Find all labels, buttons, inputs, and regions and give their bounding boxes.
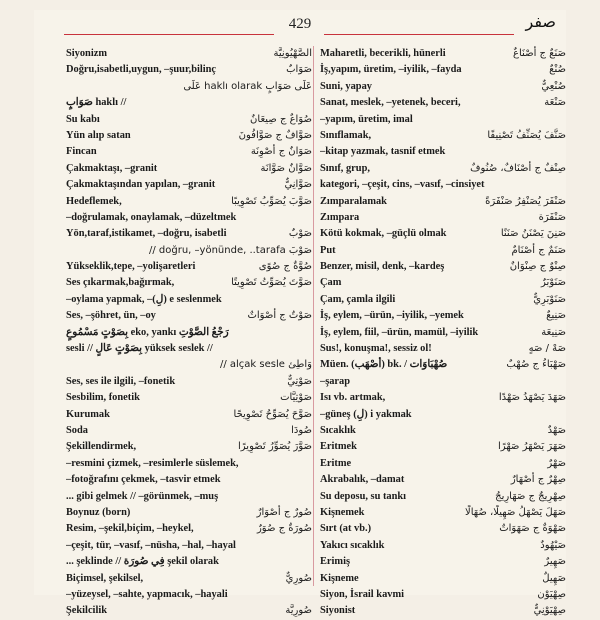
arabic-headword: صَوَابٌ [286, 64, 312, 76]
turkish-definition: Su deposu, su tankı [320, 490, 407, 502]
turkish-definition: Isı vb. artmak, [320, 392, 386, 404]
arabic-headword: صَوْتٌ ج أَصْوَاتٌ [247, 310, 312, 322]
dictionary-entry [66, 210, 312, 226]
turkish-definition: –resmini çizmek, –resimlerle süslemek, [66, 457, 239, 469]
arabic-headword: صُورَةٌ ج صُوَرٌ [256, 523, 312, 535]
dictionary-entry [66, 243, 312, 259]
dictionary-entry [66, 46, 312, 62]
arabic-headword: صُوَاعٌ ج صِيعَانٌ [250, 113, 312, 125]
dictionary-entry [320, 489, 566, 505]
turkish-definition: Kötü kokmak, –güçlü olmak [320, 228, 447, 240]
dictionary-entry [66, 79, 312, 95]
arabic-headword: صَهْبَاءُ ج صُهْبٌ [506, 359, 566, 371]
dictionary-entry [320, 456, 566, 472]
turkish-definition: Şekillendirmek, [66, 441, 137, 453]
turkish-definition: sesli // بِصَوْتٍ عَالٍ yüksek seslek // [66, 343, 213, 355]
dictionary-entry [66, 292, 312, 308]
arabic-headword: صَهَلَ يَصْهَلُ صَهِيلًا، صُهَالًا [464, 506, 566, 518]
arabic-headword: صِهْيَوْن [537, 588, 566, 600]
page-number: 429 [288, 16, 312, 32]
dictionary-entry [66, 538, 312, 554]
dictionary-entry [66, 456, 312, 472]
dictionary-entry [320, 325, 566, 341]
dictionary-entry [320, 161, 566, 177]
turkish-definition: İş,yapım, üretim, –iyilik, –fayda [320, 64, 462, 76]
arabic-headword: الصَّهْيُونِيَّة [273, 48, 312, 59]
turkish-definition: Siyon, İsrail kavmi [320, 588, 405, 600]
dictionary-entry [320, 308, 566, 324]
dictionary-entry [320, 341, 566, 357]
arabic-headword: صَهِيلٌ [542, 572, 566, 584]
arabic-headword: صِنْفٌ ج أَصْنَافٌ، صُنُوفٌ [470, 162, 566, 174]
arabic-headword: صَنِيعٌ [546, 310, 566, 322]
arabic-headword: صَوْبَ doğru, –yönünde, ..tarafa // [149, 244, 312, 256]
dictionary-entry [66, 571, 312, 587]
turkish-definition: Sınıflamak, [320, 129, 372, 141]
turkish-definition: ... şeklinde // فِي صُورَة şekil olarak [66, 556, 219, 568]
dictionary-entry [66, 177, 312, 193]
turkish-definition: Fincan [66, 146, 97, 158]
turkish-definition: Doğru,isabetli,uygun, –şuur,bilinç [66, 64, 217, 76]
turkish-definition: –yapım, üretim, imal [320, 113, 413, 125]
turkish-definition: Ses çıkarmak,bağırmak, [66, 277, 175, 289]
dictionary-entry [66, 374, 312, 390]
dictionary-entry [66, 308, 312, 324]
dictionary-entry [320, 439, 566, 455]
arabic-headword: صَوَّتَ يُصَوِّتُ تَصْوِيتًا [231, 277, 312, 289]
dictionary-entry [66, 194, 312, 210]
turkish-definition: –oylama yapmak, –(لِ) e seslenmek [66, 293, 222, 305]
arabic-headword: صَوَّانٌ صَوَّانَة [260, 162, 312, 174]
turkish-definition: Şekilcilik [66, 605, 107, 617]
turkish-definition: Zımpara [320, 211, 360, 223]
dictionary-entry [320, 128, 566, 144]
turkish-definition: –güneş (لِ) i yakmak [320, 408, 412, 420]
left-column [66, 46, 312, 620]
turkish-definition: Çam [320, 277, 342, 289]
dictionary-entry [66, 423, 312, 439]
turkish-definition: Çakmaktaşı, –granit [66, 162, 158, 174]
dictionary-entry [66, 275, 312, 291]
turkish-definition: صَوَابٍ haklı // [66, 97, 127, 109]
dictionary-entry [66, 226, 312, 242]
dictionary-entry [320, 603, 566, 619]
turkish-definition: Benzer, misil, denk, –kardeş [320, 261, 445, 273]
dictionary-entry [66, 554, 312, 570]
arabic-headword: صَوَّافٌ ج صَوَّافُونَ [238, 129, 312, 141]
turkish-definition: Zımparalamak [320, 195, 387, 207]
dictionary-entry [66, 161, 312, 177]
turkish-definition: Siyonist [320, 605, 356, 617]
dictionary-entry [66, 407, 312, 423]
turkish-definition: –çeşit, tür, –vasıf, –nüsha, –hal, –hayal [66, 539, 236, 551]
dictionary-entry [320, 177, 566, 193]
dictionary-entry [66, 112, 312, 128]
arabic-headword: صَنْعَة [544, 97, 566, 109]
arabic-headword: صَوَّانِيٌّ [284, 179, 312, 191]
turkish-definition: Kurumak [66, 408, 110, 420]
arabic-headword: صَهِيرٌ [544, 556, 566, 568]
turkish-definition: بِصَوْتٍ مَسْمُوعٍ eko, yankı رَجْعُ الصَّوْتِ [66, 326, 229, 338]
turkish-definition: Çam, çamla ilgili [320, 293, 396, 305]
dictionary-entry [320, 194, 566, 210]
dictionary-entry [66, 489, 312, 505]
right-column [320, 46, 566, 620]
dictionary-entry [320, 112, 566, 128]
arabic-headword: صَهْدٌ [547, 424, 566, 436]
turkish-definition: Eritmek [320, 441, 357, 453]
turkish-definition: ... gibi gelmek // –görünmek, –muş [66, 490, 219, 502]
dictionary-entry [320, 292, 566, 308]
dictionary-entry [66, 128, 312, 144]
arabic-headword: صَنَّفَ يُصَنِّفُ تَصْنِيفًا [487, 129, 566, 141]
page-header [34, 10, 566, 42]
dictionary-entry [66, 357, 312, 373]
dictionary-entry [66, 62, 312, 78]
arabic-headword: صِنْوٌ ج صِنْوَانٌ [509, 261, 566, 273]
dictionary-entry [320, 521, 566, 537]
arabic-headword: صَهْرٌ [547, 457, 566, 469]
arabic-headword: صَهَدَ يَصْهَدُ صَهْدًا [498, 392, 566, 404]
arabic-headword: صَوَانٌ ج أَصْوِنَة [250, 146, 312, 158]
arabic-headword: صَوْتِيَّات [280, 392, 312, 404]
turkish-definition: Yün alıp satan [66, 129, 131, 141]
arabic-headword: صُورِيٌّ [285, 572, 312, 584]
dictionary-entry [66, 341, 312, 357]
turkish-definition: Kişnemek [320, 506, 365, 518]
dictionary-entry [320, 472, 566, 488]
turkish-definition: Suni, yapay [320, 80, 372, 92]
dictionary-entry [320, 423, 566, 439]
dictionary-entry [320, 390, 566, 406]
turkish-definition: Kişneme [320, 572, 359, 584]
dictionary-entry [320, 554, 566, 570]
dictionary-entry [66, 259, 312, 275]
dictionary-entry [66, 390, 312, 406]
dictionary-entry [66, 439, 312, 455]
turkish-definition: Sesbilim, fonetik [66, 392, 140, 404]
arabic-headword: صَنِنَ يَصْنَنُ صَنَنًا [500, 228, 566, 240]
turkish-definition: Sıcaklık [320, 424, 356, 436]
arabic-headword: صُوَّةٌ ج صُوًى [258, 261, 312, 273]
column-divider [313, 46, 314, 586]
dictionary-entry [320, 243, 566, 259]
dictionary-entry [66, 603, 312, 619]
arabic-headword: صِهْيَوْنِيٌّ [533, 605, 566, 617]
turkish-definition: Sırt (at vb.) [320, 523, 372, 535]
arabic-headword: صَهَرَ يَصْهَرُ صَهْرًا [498, 441, 566, 453]
turkish-definition: –doğrulamak, onaylamak, –düzeltmek [66, 211, 237, 223]
arabic-headword: صِهْرِيجٌ ج صَهَارِيجُ [495, 490, 566, 502]
turkish-definition: Maharetli, becerikli, hünerli [320, 48, 446, 59]
arabic-headword: صُنْعٌ [549, 64, 566, 76]
dictionary-entry [320, 210, 566, 226]
dictionary-entry [320, 62, 566, 78]
arabic-headword: عَلَى صَوَابٍ haklı olarak عَلَى [183, 80, 312, 92]
arabic-headword: صَنَعٌ ج أَصْنَاعٌ [513, 48, 566, 59]
arabic-headword: صَنَمٌ ج أَصْنَامٌ [511, 244, 566, 256]
arabic-headword: صَنِيعَة [541, 326, 566, 338]
arabic-headword: صَنَوْبَرٌ [541, 277, 566, 289]
dictionary-entry [320, 259, 566, 275]
turkish-definition: Akrabalık, –damat [320, 474, 405, 486]
turkish-definition: Çakmaktaşından yapılan, –granit [66, 179, 216, 191]
turkish-definition: Yön,taraf,istikamet, –doğru, isabetli [66, 228, 227, 240]
turkish-definition: Soda [66, 424, 88, 436]
turkish-definition: Hedeflemek, [66, 195, 122, 207]
turkish-definition: Sus!, konuşma!, sessiz ol! [320, 343, 432, 355]
turkish-definition: Sınıf, grup, [320, 162, 370, 174]
turkish-definition: –yüzeysel, –sahte, yapmacık, –hayali [66, 588, 228, 600]
turkish-definition: İş, eylem, fiil, –ürün, mamül, –iyilik [320, 326, 479, 338]
dictionary-entry [66, 144, 312, 160]
turkish-definition: Boynuz (born) [66, 506, 131, 518]
arabic-headword: صَنَوْبَرِيٌّ [533, 293, 566, 305]
turkish-definition: –kitap yazmak, tasnif etmek [320, 146, 446, 158]
turkish-definition: Put [320, 244, 336, 256]
turkish-definition: Yakıcı sıcaklık [320, 539, 385, 551]
turkish-definition: Siyonizm [66, 48, 107, 59]
arabic-headword: صَوَّرَ يُصَوِّرُ تَصْوِيرًا [238, 441, 312, 453]
turkish-definition: Su kabı [66, 113, 100, 125]
dictionary-entry [66, 505, 312, 521]
arabic-headword: صَنْفَرَة [538, 211, 566, 223]
arabic-headword: صُورِيَّة [285, 605, 312, 617]
arabic-headword: صِهْرٌ ج أَصْهَارٌ [510, 474, 566, 486]
arabic-headword: صُنْعِيٌّ [541, 80, 566, 92]
turkish-definition: –fotoğrafını çekmek, –tasvir etmek [66, 474, 221, 486]
dictionary-entry [320, 275, 566, 291]
turkish-definition: Resim, –şekil,biçim, –heykel, [66, 523, 194, 535]
turkish-definition: İş, eylem, –ürün, –iyilik, –yemek [320, 310, 464, 322]
dictionary-entry [320, 571, 566, 587]
dictionary-entry [320, 587, 566, 603]
turkish-definition: Ses, ses ile ilgili, –fonetik [66, 375, 176, 387]
arabic-headword: صُودَا [291, 424, 312, 436]
turkish-definition: Yükseklik,tepe, –yolişaretleri [66, 261, 196, 273]
arabic-headword: وَاطِئ alçak sesle // [219, 359, 312, 371]
dictionary-entry [320, 374, 566, 390]
dictionary-entry [66, 521, 312, 537]
dictionary-entry [320, 46, 566, 62]
arabic-headword: صَوْبٌ [288, 228, 312, 240]
header-rule-left [64, 34, 274, 35]
dictionary-entry [66, 325, 312, 341]
header-rule-right [324, 34, 514, 35]
arabic-headword: صَوَّبَ يُصَوِّبُ تَصْوِيبًا [231, 195, 312, 207]
dictionary-entry [320, 144, 566, 160]
turkish-definition: Erimiş [320, 556, 351, 568]
dictionary-entry [320, 538, 566, 554]
dictionary-entry [66, 587, 312, 603]
turkish-definition: Ses, –şöhret, ün, –oy [66, 310, 156, 322]
arabic-headword: صَنْفَرَ يُصَنْفِرُ صَنْفَرَةً [485, 195, 566, 207]
dictionary-entry [320, 79, 566, 95]
turkish-definition: Biçimsel, şekilsel, [66, 572, 144, 584]
dictionary-entry [320, 505, 566, 521]
dictionary-entry [66, 472, 312, 488]
turkish-definition: Sanat, meslek, –yetenek, beceri, [320, 97, 461, 109]
running-head-word: صفر [525, 12, 556, 31]
dictionary-entry [320, 226, 566, 242]
arabic-headword: صَوَّحَ يُصَوِّحُ تَصْوِيحًا [233, 408, 312, 420]
arabic-headword: صُورٌ ج أَصْوَارٌ [256, 506, 312, 518]
arabic-headword: صَيْهُودٌ [540, 539, 566, 551]
dictionary-page [34, 10, 566, 617]
dictionary-entry [320, 407, 566, 423]
dictionary-entry [320, 95, 566, 111]
arabic-headword: صَهْ / صَهٍ [528, 343, 566, 355]
turkish-definition: Müen. (أَصْهَب) bk. / صُهْبَاوَات [320, 359, 448, 371]
arabic-headword: صَهْوَةٌ ج صَهَوَاتٌ [499, 523, 566, 535]
turkish-definition: Eritme [320, 457, 352, 469]
dictionary-entry [66, 95, 312, 111]
turkish-definition: kategori, –çeşit, cins, –vasıf, –cinsiyet [320, 179, 485, 191]
arabic-headword: صَوْتِيٌّ [287, 375, 312, 387]
dictionary-entry [320, 357, 566, 373]
turkish-definition: –şarap [320, 375, 351, 387]
